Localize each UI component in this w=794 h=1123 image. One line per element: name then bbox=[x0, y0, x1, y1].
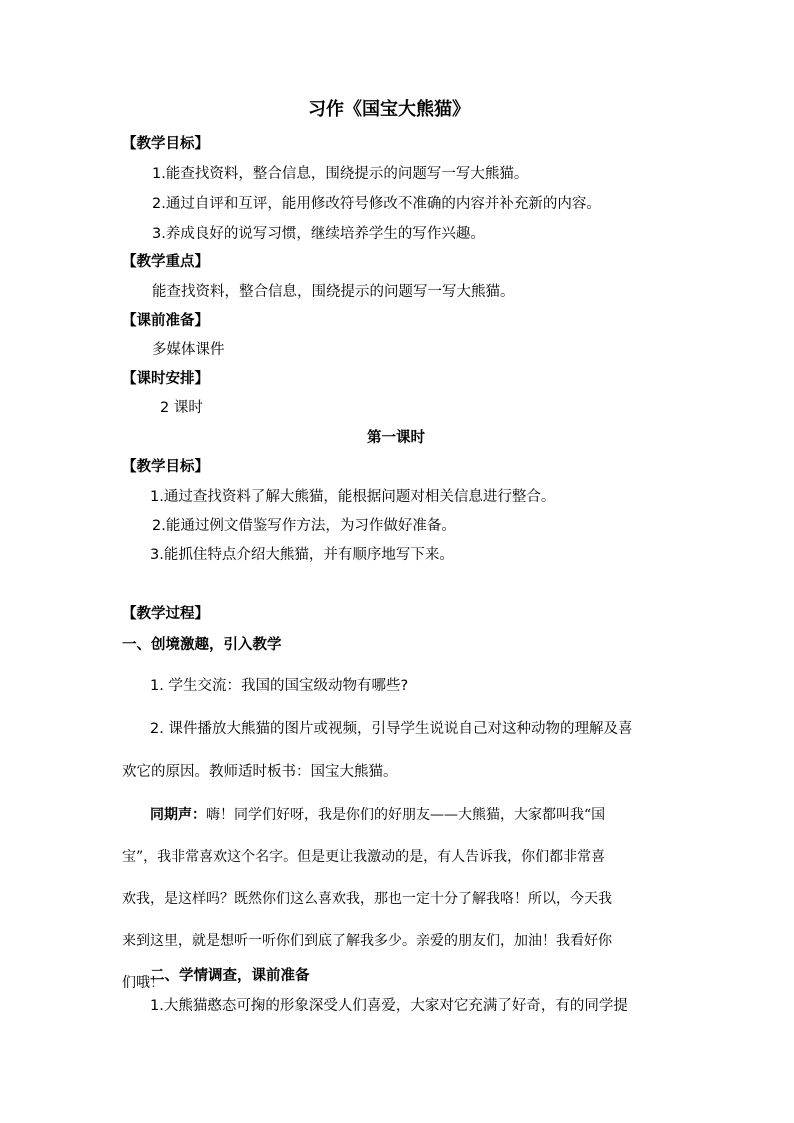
goals-heading: 【教学目标】 bbox=[122, 136, 209, 152]
part1-item: 1. 学生交流：我国的国宝级动物有哪些? bbox=[150, 678, 409, 694]
lesson1-heading: 第一课时 bbox=[367, 430, 425, 446]
goal-item: 1.能查找资料，整合信息，围绕提示的问题写一写大熊猫。 bbox=[152, 166, 529, 182]
voice-text: 嗨！同学们好呀，我是你们的好朋友——大熊猫，大家都叫我“国 bbox=[206, 807, 606, 823]
part1-heading: 一、创境激趣，引入教学 bbox=[122, 637, 282, 653]
goal-item: 2.通过自评和互评，能用修改符号修改不准确的内容并补充新的内容。 bbox=[152, 196, 601, 212]
voice-line: 来到这里，就是想听一听你们到底了解我多少。亲爱的朋友们，加油！我看好你 bbox=[122, 933, 612, 949]
lesson1-goals-heading: 【教学目标】 bbox=[122, 459, 209, 475]
part2-item: 1.大熊猫憨态可掬的形象深受人们喜爱，大家对它充满了好奇，有的同学提 bbox=[150, 998, 628, 1014]
voice-line: 们哦！ bbox=[122, 975, 164, 991]
lesson1-goal-item: 3.能抓住特点介绍大熊猫，并有顺序地写下来。 bbox=[150, 547, 454, 563]
part2-heading: 二、学情调查，课前准备 bbox=[150, 968, 310, 984]
prep-text: 多媒体课件 bbox=[152, 342, 225, 358]
voice-line: 欢我，是这样吗？既然你们这么喜欢我，那也一定十分了解我咯！所以，今天我 bbox=[122, 891, 612, 907]
voice-label: 同期声： bbox=[150, 807, 206, 823]
voice-line bbox=[150, 805, 605, 825]
lesson1-goal-item: 1.通过查找资料了解大熊猫，能根据问题对相关信息进行整合。 bbox=[150, 489, 556, 505]
schedule-heading: 【课时安排】 bbox=[122, 371, 209, 387]
key-heading: 【教学重点】 bbox=[122, 254, 209, 270]
key-text: 能查找资料，整合信息，围绕提示的问题写一写大熊猫。 bbox=[152, 284, 515, 300]
part1-item: 2. 课件播放大熊猫的图片或视频，引导学生说说自己对这种动物的理解及喜 bbox=[150, 721, 633, 737]
goal-item: 3.养成良好的说写习惯，继续培养学生的写作兴趣。 bbox=[152, 226, 485, 242]
part1-item-continued: 欢它的原因。教师适时板书：国宝大熊猫。 bbox=[122, 764, 398, 780]
voice-line: 宝”，我非常喜欢这个名字。但是更让我激动的是，有人告诉我，你们都非常喜 bbox=[122, 849, 606, 865]
schedule-text: 2 课时 bbox=[160, 400, 203, 416]
page-title: 习作《国宝大熊猫》 bbox=[308, 99, 470, 120]
prep-heading: 【课前准备】 bbox=[122, 313, 209, 329]
process-heading: 【教学过程】 bbox=[122, 606, 209, 622]
lesson1-goal-item: 2.能通过例文借鉴写作方法，为习作做好准备。 bbox=[152, 518, 456, 534]
